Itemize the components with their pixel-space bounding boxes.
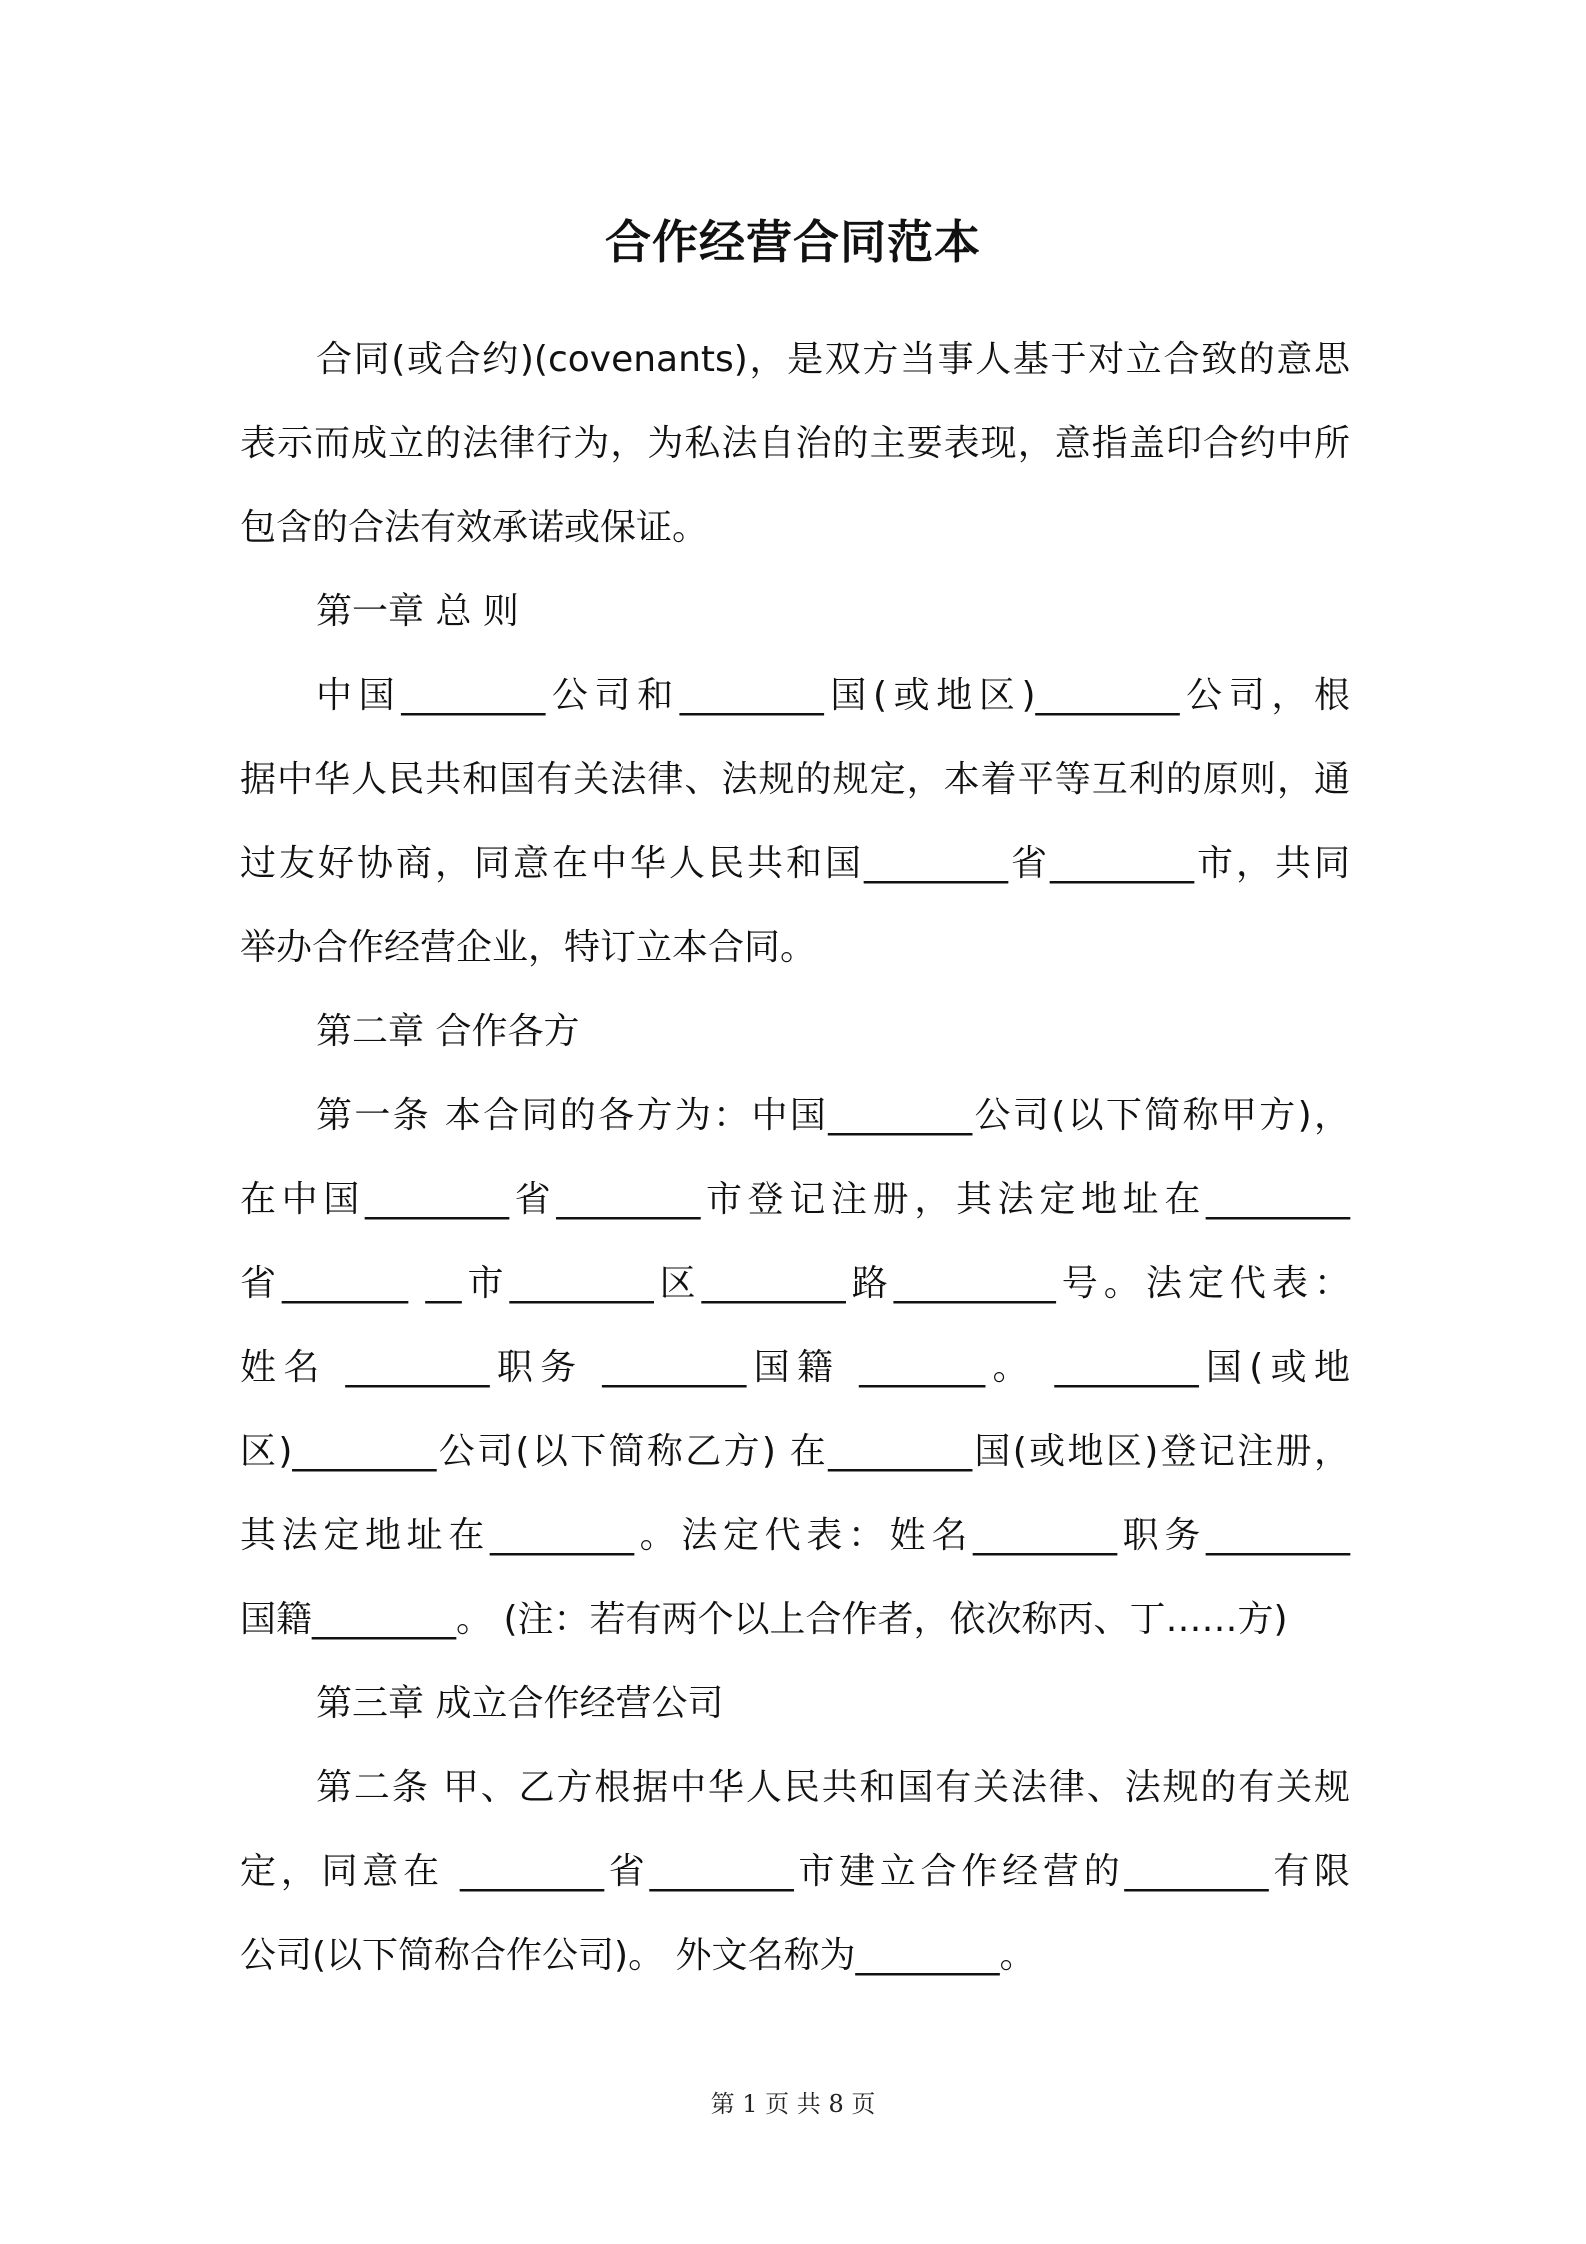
paragraph-line: 公司(以下简称合作公司)。 外文名称为________。 bbox=[240, 1935, 1036, 1976]
paragraph-line: 姓名 ________职务 ________国籍 _______。 ________国(或地 bbox=[240, 1347, 1350, 1388]
paragraph-line: 举办合作经营企业，特订立本合同。 bbox=[240, 927, 817, 968]
paragraph-line: 第一条 本合同的各方为：中国________公司(以下简称甲方)， bbox=[316, 1095, 1350, 1136]
document-body bbox=[240, 318, 1350, 1998]
paragraph-line: 定，同意在 ________省________市建立合作经营的________有限 bbox=[240, 1851, 1350, 1892]
paragraph-line: 过友好协商，同意在中华人民共和国________省________市，共同 bbox=[240, 843, 1350, 884]
page-number-footer: 第 1 页 共 8 页 bbox=[710, 2090, 876, 2118]
chapter-heading: 第二章 合作各方 bbox=[316, 1011, 580, 1052]
chapter-heading: 第一章 总 则 bbox=[316, 591, 519, 632]
paragraph-line: 第二条 甲、乙方根据中华人民共和国有关法律、法规的有关规 bbox=[316, 1767, 1350, 1808]
paragraph-line: 据中华人民共和国有关法律、法规的规定，本着平等互利的原则，通 bbox=[240, 759, 1350, 800]
document-title: 合作经营合同范本 bbox=[605, 215, 981, 269]
paragraph-line: 表示而成立的法律行为，为私法自治的主要表现，意指盖印合约中所 bbox=[240, 423, 1350, 464]
paragraph-line: 其法定地址在________。法定代表：姓名________职务________ bbox=[240, 1515, 1350, 1556]
paragraph-line: 国籍________。 (注：若有两个以上合作者，依次称丙、丁……方) bbox=[240, 1599, 1288, 1640]
paragraph-line: 省_______ __市________区________路_________号。法定代表： bbox=[240, 1263, 1350, 1304]
paragraph-line: 合同(或合约)(covenants)，是双方当事人基于对立合致的意思 bbox=[316, 339, 1350, 380]
paragraph-line: 在中国________省________市登记注册，其法定地址在________ bbox=[240, 1179, 1350, 1220]
paragraph-line: 包含的合法有效承诺或保证。 bbox=[240, 507, 709, 548]
paragraph-line: 中国________公司和________国(或地区)________公司，根 bbox=[316, 675, 1350, 716]
paragraph-line: 区)________公司(以下简称乙方) 在________国(或地区)登记注册， bbox=[240, 1431, 1350, 1472]
chapter-heading: 第三章 成立合作经营公司 bbox=[316, 1683, 724, 1724]
